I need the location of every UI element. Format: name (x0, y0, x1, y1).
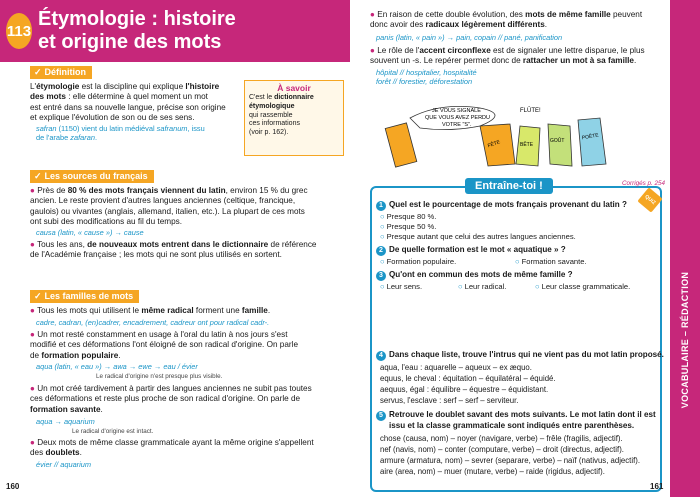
chapter-number: 113 (6, 13, 32, 49)
example-causa: causa (latin, « cause ») → cause (36, 228, 144, 237)
svg-text:POÊTE: POÊTE (581, 132, 600, 142)
svg-text:VOTRE "S".: VOTRE "S". (442, 122, 472, 128)
q4-item-c: aequus, égal : équilibre – équestre – équidistant. (380, 385, 549, 394)
right-page (350, 0, 700, 497)
question-1: 1 Quel est le pourcentage de mots français provenant du latin ? (376, 200, 627, 211)
question-3: 3 Qu'ont en commun des mots de même famille ? (376, 270, 573, 281)
sources-text: ● Près de 80 % des mots français viennent du latin, environ 15 % du grec ancien. Le reste provient d'autres langues anciennes (celtique, francique, gaulois) ou vivantes (anglais, allemand, italien, etc.). La plupart de ces mots ont subi des modifications au fil du temps. (30, 186, 308, 227)
svg-text:FÊTE: FÊTE (487, 139, 502, 150)
q4-item-b: equus, le cheval : équitation – équilatéral – équidé. (380, 374, 556, 383)
entraine-toi-banner: Entraîne-toi ! (465, 178, 553, 194)
section-sources: ✓ Les sources du français (30, 170, 154, 183)
sources-text-2: ● Tous les ans, de nouveaux mots entrent dans le dictionnaire de référence de l'Académie française ; les mots qui ne sont plus utilisés en sortent. (30, 240, 317, 260)
example-cadre: cadre, cadran, (en)cadrer, encadrement, cadreur ont pour radical cadr-. (36, 318, 270, 327)
quiz-badge: QUIZ (637, 187, 662, 212)
example-hopital: hôpital // hospitalier, hospitalité (376, 68, 477, 77)
q3-option-3[interactable]: ○ Leur classe grammaticale. (535, 282, 630, 291)
question-4: 4 Dans chaque liste, trouve l'intrus qui ne vient pas du mot latin proposé. (376, 350, 664, 361)
q5-item-d: aire (area, nom) – muer (mutare, verbe) – raide (rigidus, adjectif). (380, 467, 605, 476)
familles-text-4: ● Deux mots de même classe grammaticale ayant la même origine s'appellent des doublets. (30, 438, 314, 458)
q4-item-a: aqua, l'eau : aquarelle – aqueux – ex æquo. (380, 363, 532, 372)
radicaux-text: ● En raison de cette double évolution, des mots de même famille peuvent donc avoir des radicaux légèrement différents. (370, 10, 643, 30)
check-icon: ✓ (34, 67, 42, 77)
example-doublets: évier // aquarium (36, 460, 92, 469)
q4-item-d: servus, l'esclave : serf – serf – serviteur. (380, 396, 519, 405)
bubble-text: JE VOUS SIGNALE (432, 108, 481, 114)
section-definition: ✓ Définition (30, 66, 92, 79)
svg-text:GOÛT: GOÛT (550, 138, 565, 144)
note-aquarium: Le radical d'origine est intact. (72, 428, 154, 435)
question-2: 2 De quelle formation est le mot « aquatique » ? (376, 245, 566, 256)
example-safran: safran (1150) vient du latin médiéval safranum, issu de l'arabe zafaran. (36, 124, 205, 142)
q5-item-a: chose (causa, nom) – noyer (navigare, verbe) – frêle (fragilis, adjectif). (380, 434, 623, 443)
example-foret: forêt // forestier, déforestation (376, 77, 473, 86)
corriges-link: Corrigés p. 254 (622, 180, 666, 187)
q3-option-2[interactable]: ○ Leur radical. (458, 282, 506, 291)
q2-option-2[interactable]: ○ Formation savante. (515, 257, 587, 266)
q1-option-3[interactable]: ○ Presque autant que celui des autres langues anciennes. (380, 232, 576, 241)
question-5: 5 Retrouve le doublet savant des mots suivants. Le mot latin dont il est issu et la classe grammaticale sont indiqués entre parenthèses. (376, 410, 661, 431)
familles-text-2: ● Un mot resté constamment en usage à l'oral du latin à nos jours s'est modifié et ces déformations l'ont éloigné de son radical d'origine. On parle de formation populaire. (30, 330, 299, 360)
q1-option-2[interactable]: ○ Presque 50 %. (380, 222, 436, 231)
chapter-header (0, 0, 350, 62)
q5-item-b: nef (navis, nom) – conter (computare, verbe) – droit (directus, adjectif). (380, 445, 624, 454)
example-aqua: aqua (latin, « eau ») → awa → ewe → eau / évier (36, 362, 198, 371)
svg-text:BÊTE: BÊTE (520, 142, 534, 148)
check-icon: ✓ (34, 171, 42, 181)
example-aquarium: aqua → aquarium (36, 417, 95, 426)
familles-text-3: ● Un mot créé tardivement à partir des langues anciennes ne subit pas toutes ces déformations et reste plus proche de son radical d'origine. On parle de formation savante. (30, 384, 312, 414)
note-aqua: Le radical d'origine n'est presque plus visible. (96, 373, 223, 380)
page-number-left: 160 (6, 482, 20, 491)
accent-text: ● Le rôle de l'accent circonflexe est de signaler une lettre disparue, le plus souvent un -s. Le repérer permet donc de rattacher un mot à sa famille. (370, 46, 645, 66)
check-icon: ✓ (34, 291, 42, 301)
page-number-right: 161 (650, 482, 664, 491)
q1-option-1[interactable]: ○ Presque 80 %. (380, 212, 436, 221)
q2-option-1[interactable]: ○ Formation populaire. (380, 257, 456, 266)
chapter-title: Étymologie : histoire et origine des mots (38, 8, 236, 53)
definition-text: L'étymologie est la discipline qui explique l'histoire des mots : elle détermine à quel moment un mot est entré dans sa nouvelle langue, précise son origine et explique l'évolution de son ou de ses sens. (30, 82, 226, 123)
q3-option-1[interactable]: ○ Leur sens. (380, 282, 422, 291)
q5-item-c: armure (armatura, nom) – sevrer (separare, verbe) – naïf (nativus, adjectif). (380, 456, 640, 465)
example-panis: panis (latin, « pain ») → pain, copain // pané, panification (376, 33, 563, 42)
cartoon-illustration (370, 100, 660, 175)
side-tab-label: VOCABULAIRE – RÉDACTION (680, 271, 691, 409)
familles-text: ● Tous les mots qui utilisent le même radical forment une famille. (30, 306, 271, 315)
svg-text:QUE VOUS AVEZ PERDU: QUE VOUS AVEZ PERDU (425, 115, 490, 121)
section-familles: ✓ Les familles de mots (30, 290, 139, 303)
a-savoir-box: À savoir C'est le dictionnaire étymologique qui rassemble ces informations (voir p. 162). (244, 80, 344, 156)
svg-text:FLÛTE!: FLÛTE! (520, 108, 541, 114)
